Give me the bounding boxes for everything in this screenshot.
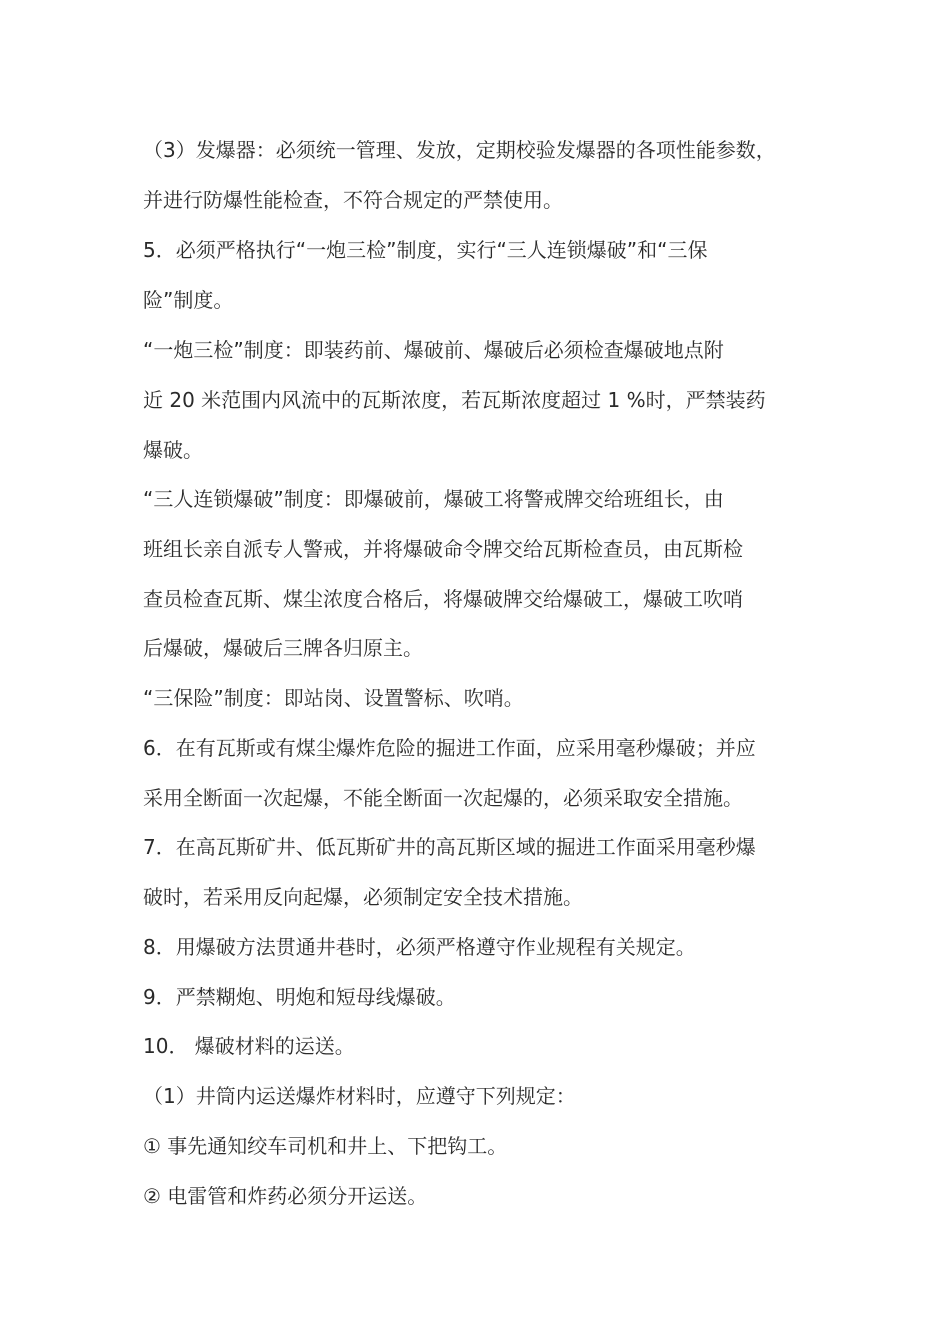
text-line: ① 事先通知绞车司机和井上、下把钩工。 <box>143 1134 508 1158</box>
text-line: 8．用爆破方法贯通井巷时，必须严格遵守作业规程有关规定。 <box>143 935 696 959</box>
text-line: 10． 爆破材料的运送。 <box>143 1034 355 1058</box>
text-line: “三人连锁爆破”制度：即爆破前，爆破工将警戒牌交给班组长，由 <box>143 487 724 511</box>
text-line: 6．在有瓦斯或有煤尘爆炸危险的掘进工作面，应采用毫秒爆破；并应 <box>143 736 756 760</box>
text-line: “三保险”制度：即站岗、设置警标、吹哨。 <box>143 686 524 710</box>
text-line: 险”制度。 <box>143 288 234 312</box>
text-line: 9．严禁糊炮、明炮和短母线爆破。 <box>143 985 456 1009</box>
text-line: （1）井筒内运送爆炸材料时，应遵守下列规定： <box>143 1084 576 1108</box>
text-line: “一炮三检”制度：即装药前、爆破前、爆破后必须检查爆破地点附 <box>143 338 724 362</box>
text-line: 并进行防爆性能检查，不符合规定的严禁使用。 <box>143 188 563 212</box>
text-line: 班组长亲自派专人警戒，并将爆破命令牌交给瓦斯检查员，由瓦斯检 <box>143 537 743 561</box>
text-line: 后爆破，爆破后三牌各归原主。 <box>143 636 423 660</box>
text-line: 近 20 米范围内风流中的瓦斯浓度，若瓦斯浓度超过 1 %时，严禁装药 <box>143 388 766 412</box>
text-line: 破时，若采用反向起爆，必须制定安全技术措施。 <box>143 885 583 909</box>
text-line: 5．必须严格执行“一炮三检”制度，实行“三人连锁爆破”和“三保 <box>143 238 708 262</box>
text-line: 7．在高瓦斯矿井、低瓦斯矿井的高瓦斯区域的掘进工作面采用毫秒爆 <box>143 835 756 859</box>
text-line: ② 电雷管和炸药必须分开运送。 <box>143 1184 428 1208</box>
text-line: （3）发爆器：必须统一管理、发放，定期校验发爆器的各项性能参数， <box>143 138 776 162</box>
text-line: 查员检查瓦斯、煤尘浓度合格后，将爆破牌交给爆破工，爆破工吹哨 <box>143 587 743 611</box>
text-line: 采用全断面一次起爆，不能全断面一次起爆的，必须采取安全措施。 <box>143 786 743 810</box>
text-line: 爆破。 <box>143 438 203 462</box>
